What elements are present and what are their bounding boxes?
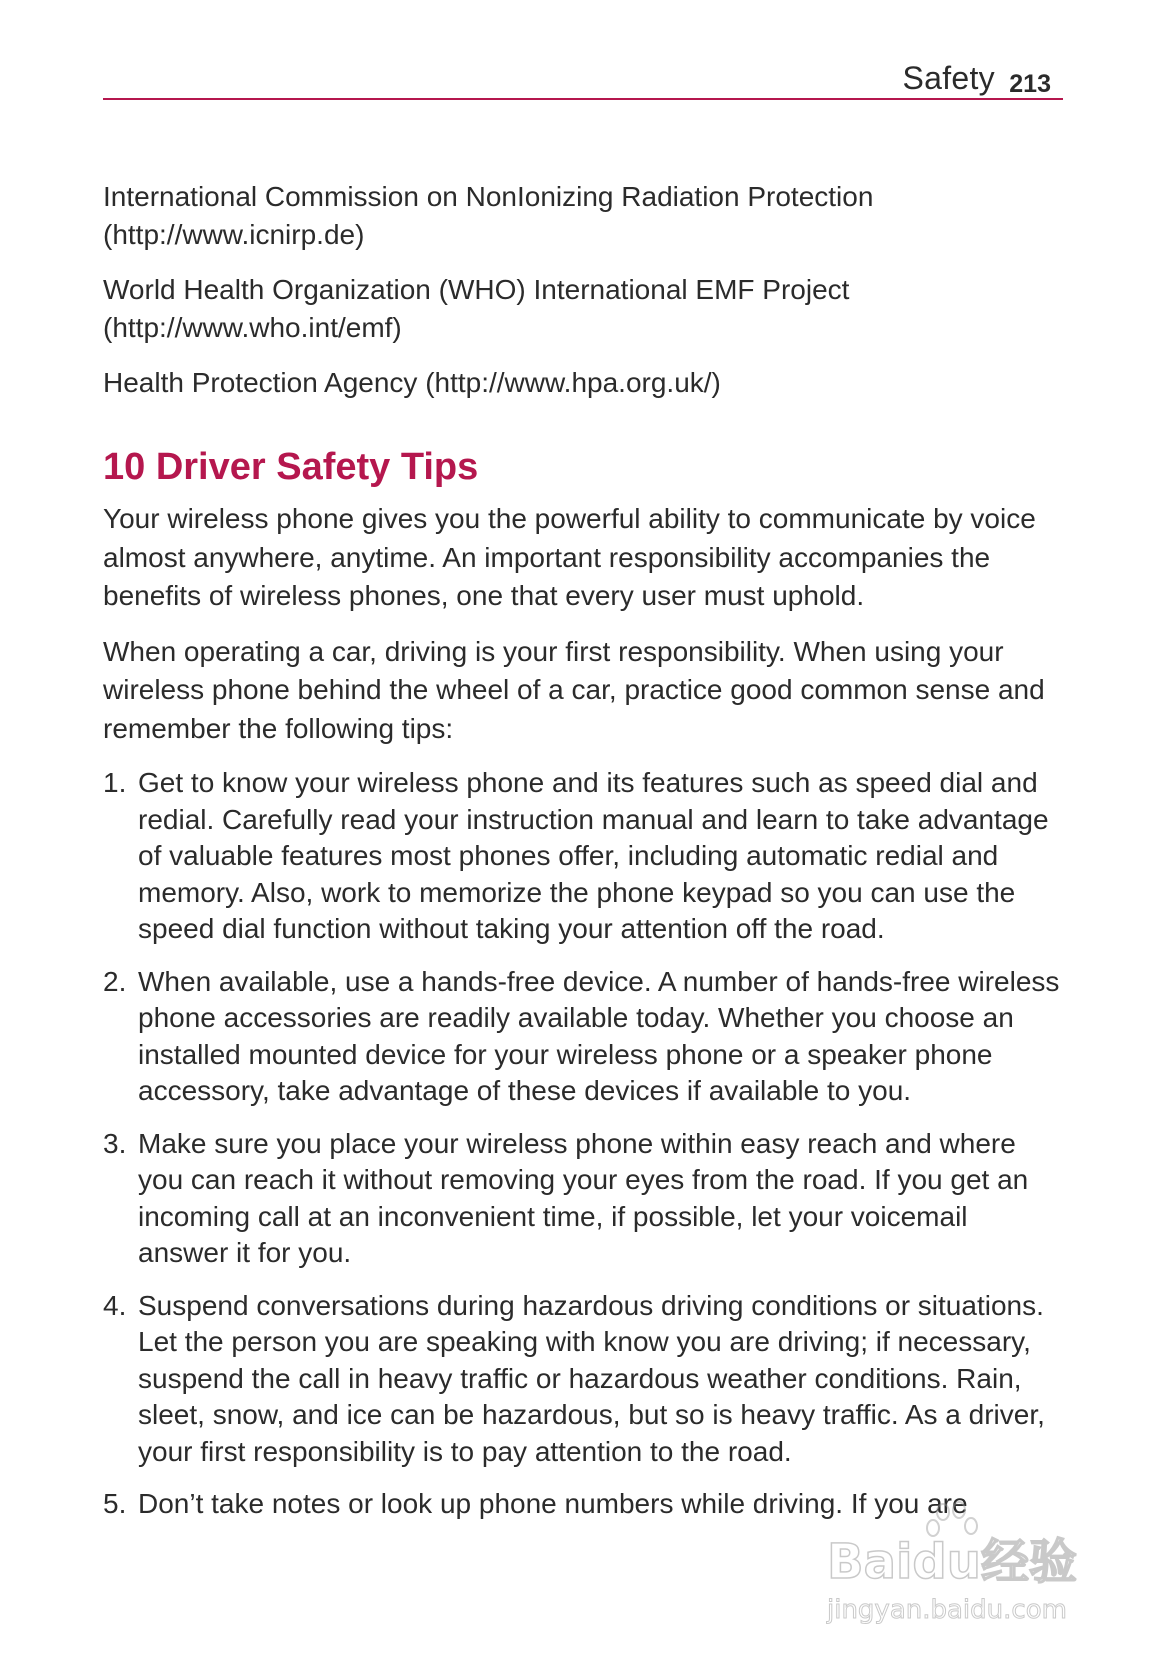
tip-number: 2. <box>103 965 127 997</box>
watermark-brand: Baidu经验 <box>827 1534 1077 1590</box>
tip-number: 4. <box>103 1289 127 1321</box>
watermark-site: jingyan.baidu.com <box>827 1595 1067 1625</box>
tip-number: 5. <box>103 1488 127 1519</box>
intro-paragraph-2: When operating a car, driving is your first responsibility. When using your wireless phone behind the wheel of a car, practice good common sense and remember the following tips: <box>103 635 1045 744</box>
section-title: 10 Driver Safety Tips <box>103 446 479 488</box>
header-rule <box>103 98 1063 100</box>
tip-item <box>103 1126 1063 1272</box>
tip-item <box>103 1288 1063 1471</box>
tip-item <box>103 964 1063 1110</box>
page-number: 213 <box>1009 70 1051 98</box>
tips-list <box>103 765 1063 1523</box>
tip-item <box>103 765 1063 948</box>
tip-text: Get to know your wireless phone and its features such as speed dial and redial. Carefully read your instruction manual and learn to take advantage of valuable features most phones offer, including automatic redial and memory. Also, work to memorize the phone keypad so you can use the speed dial function without taking your attention off the road. <box>138 767 1049 944</box>
page-content <box>103 178 1063 1539</box>
tip-text: Suspend conversations during hazardous driving conditions or situations. Let the person you are speaking with know you are driving; if necessary, suspend the call in heavy traffic or hazardous weather conditions. Rain, sleet, snow, and ice can be hazardous, but so is heavy traffic. As a driver, your first responsibility is to pay attention to the road. <box>138 1289 1045 1467</box>
tip-number: 1. <box>103 767 127 798</box>
page-header <box>103 56 1113 106</box>
reference-who: World Health Organization (WHO) International EMF Project (http://www.who.int/emf) <box>103 274 850 343</box>
reference-icnirp: International Commission on NonIonizing Radiation Protection (http://www.icnirp.de) <box>103 181 874 250</box>
tip-text: When available, use a hands-free device. A number of hands-free wireless phone accessories are readily available today. Whether you choose an installed mounted device for your wireless phone or a speaker phone accessory, take advantage of these devices if available to you. <box>138 965 1060 1106</box>
baidu-watermark-logo <box>825 1500 1095 1630</box>
intro-paragraph-1: Your wireless phone gives you the powerful ability to communicate by voice almost anywhere, anytime. An important responsibility accompanies the benefits of wireless phones, one that every user must uphold. <box>103 503 1036 611</box>
tip-number: 3. <box>103 1127 127 1159</box>
tip-text: Make sure you place your wireless phone within easy reach and where you can reach it without removing your eyes from the road. If you get an incoming call at an inconvenient time, if possible, let your voicemail answer it for you. <box>138 1127 1029 1268</box>
reference-hpa: Health Protection Agency (http://www.hpa.org.uk/) <box>103 367 721 398</box>
tip-text: Don’t take notes or look up phone numbers while driving. If you are <box>138 1488 968 1519</box>
section-name: Safety <box>902 60 995 96</box>
